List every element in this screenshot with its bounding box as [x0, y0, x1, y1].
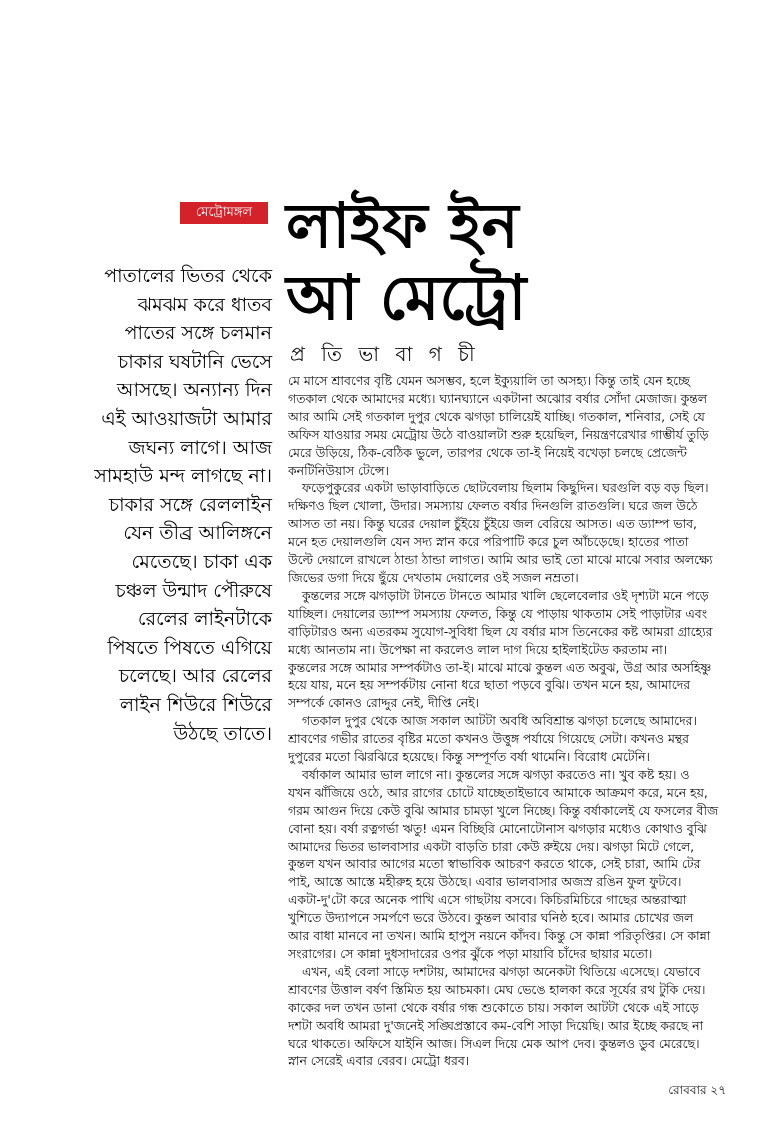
text-line: গরম আগুন দিয়ে কেউ বুঝি আমার চামড়া খুলে নিচ্ছে। কিন্তু বর্ষাকালেই যে ফসলের বীজ — [288, 802, 719, 818]
text-line: স্নান সেরেই এবার বেরব। মেট্রো ধরব। — [288, 1053, 470, 1069]
page-footer: রোববার ২৭ — [668, 1083, 726, 1097]
text-line: কুন্তলের সঙ্গে আমার সম্পর্কটাও তা-ই। মাঝে মাঝে কুন্তল এত অবুঝ, উগ্র আর অসহিষ্ণু — [288, 659, 712, 675]
headline-line-1: লাইফ ইন — [286, 189, 519, 262]
paragraph-4 — [288, 712, 758, 766]
text-line: উল্টে দেয়ালে রাখলে ঠান্ডা ঠান্ডা লাগত। আমি আর ভাই তো মাঝে মাঝে সবার অলক্ষ্যে — [288, 552, 713, 568]
pull-quote-line: আসছে। অন্যান্য দিন — [116, 379, 272, 402]
pull-quote-line: চঞ্চল উন্মাদ পৌরুষে — [115, 579, 272, 602]
pull-quote-line: যেন তীব্র আলিঙ্গনে — [123, 522, 272, 545]
text-line: মনে হত দেয়ালগুলি যেন সদ্য স্নান করে পরিপাটি করে চুল আঁচড়েছে। হাতের পাতা — [288, 534, 689, 550]
text-line: শ্রাবণের গভীর রাতের বৃষ্টির মতো কখনও উত্তুঙ্গ পর্যায়ে গিয়েছে সেটা। কখনও মন্থর — [288, 731, 689, 747]
text-line: পাই, আস্তে আস্তে মহীরুহ হয়ে উঠছে। এবার ভালবাসার অজস্র রঙিন ফুল ফুটবে। — [288, 874, 682, 890]
text-line: দশটা অবধি আমরা দু'জনেই সঙ্ঘিপ্রস্তাবে কম-বেশি সাড়া দিয়েছি। আর ইচ্ছে করছে না — [288, 1017, 704, 1033]
text-line: একটা-দু'টো করে অনেক পাখি এসে গাছটায় বসবে। কিচিরমিচিরে গাছের অন্তরাত্মা — [288, 892, 687, 908]
pull-quote-line: চলেছে। আর রেলের — [118, 665, 272, 688]
headline-line-2: আ মেট্রো — [286, 261, 527, 334]
text-line: এখন, এই বেলা সাড়ে দশটায়, আমাদের ঝগড়া অনেকটা থিতিয়ে এসেছে। যেভাবে — [302, 963, 701, 979]
text-line: বর্ষাকাল আমার ভাল লাগে না। কুন্তলের সঙ্গে ঝগড়া করতেও না। খুব কষ্ট হয়। ও — [302, 766, 690, 782]
text-line: সংরাগের। সে কান্না দুধসাদারের ওপর ঝুঁকে পড়া মায়াবি চাঁদের ছায়ার মতো। — [288, 946, 653, 961]
pull-quote-line: ঝমঝম করে ধাতব — [137, 293, 272, 316]
text-line: কাকের দল তখন ডানা থেকে বর্ষার গন্ধ শুকোতে চায়। সকাল আটটা থেকে এই সাড়ে — [288, 999, 699, 1015]
paragraph-5 — [288, 766, 758, 963]
text-line: আর আমি সেই গতকাল দুপুর থেকে ঝগড়া চালিয়েই যাচ্ছি। গতকাল, শনিবার, সেই যে — [288, 408, 705, 424]
text-line: কুন্তলের সঙ্গে ঝগড়াটা টানতে টানতে আমার খালি ছেলেবেলার ওই দৃশ্যটা মনে পড়ে — [302, 587, 709, 603]
article-body — [288, 372, 758, 1070]
text-line: ঘরে থাকতে। অফিসে যাইনি আজ। সিএল দিয়ে মেক আপ দেব। কুন্তলও ডুব মেরেছে। — [288, 1035, 700, 1051]
text-line: হয়ে যায়, মনে হয় সম্পর্কটায় নোনা ধরে ছাতা পড়বে বুঝি। তখন মনে হয়, আমাদের — [288, 677, 691, 693]
text-line: গতকাল থেকে আমাদের মধ্যে। ঘ্যানঘ্যানে একটানা অঝোর বর্ষার সোঁদা মেজাজ। কুন্তল — [288, 390, 708, 406]
text-line: শ্রাবণের উত্তাল বর্ষণ স্তিমিত হয় আচমকা। মেঘ ভেঙে হালকা করে সূর্যের রথ টুকি দেয়। — [288, 981, 706, 997]
text-line: কনটিনিউয়াস টেন্সে। — [288, 462, 389, 478]
paragraph-6 — [288, 963, 758, 1070]
text-line: মধ্যে আনতাম না। উপেক্ষা না করলেও লাল দাগ দিয়ে হাইলাইটেড করতাম না। — [288, 641, 668, 657]
text-line: সম্পর্কে কোনও রোদ্দুর নেই, দীপ্তি নেই। — [288, 695, 479, 711]
byline: প্র তি ভা বা গ চী — [290, 342, 480, 366]
pull-quote-line: সামহাউ মন্দ লাগছে না। — [94, 465, 272, 488]
paragraph-2 — [288, 479, 758, 586]
text-line: গতকাল দুপুর থেকে আজ সকাল আটটা অবধি অবিশ্রান্ত ঝগড়া চলেছে আমাদের। — [302, 713, 697, 729]
text-line: ফড়েপুকুরের একটা ভাড়াবাড়িতে ছোটবেলায় ছিলাম কিছুদিন। ঘরগুলি বড় বড় ছিল। — [302, 480, 709, 496]
paragraph-1 — [288, 372, 758, 479]
pull-quote-line: পিষতে পিষতে এগিয়ে — [107, 636, 272, 659]
pull-quote-line: উঠছে তাতে। — [173, 722, 272, 745]
paragraph-3 — [288, 587, 758, 712]
text-line: মে মাসে শ্রাবণের বৃষ্টি যেমন অসম্ভব, হলে ইক্যুয়ালি তা অসহ্য। কিন্তু তাই যেন হচ্ছে — [288, 373, 690, 388]
text-line: যাচ্ছিল। দেয়ালের ড্যাম্প সমস্যায় ফেলত, কিন্তু যে পাড়ায় থাকতাম সেই পাড়াটার এবং — [288, 605, 708, 621]
pull-quote-line: রেলের লাইনটাকে — [137, 608, 272, 631]
text-line: জিভের ডগা দিয়ে ছুঁয়ে দেখতাম দেয়ালের ওই সজল নম্রতা। — [288, 569, 579, 585]
text-line: বাড়িটারও অন্য এতরকম সুযোগ-সুবিধা ছিল যে বর্ষার মাস তিনেকের কষ্ট আমরা গ্রাহ্যের — [288, 623, 713, 639]
pull-quote — [82, 262, 272, 748]
text-line: যখন ঝাঁজিয়ে ওঠে, আর রাগের চোটে যাচ্ছেতাইভাবে আমাকে আক্রমণ করে, মনে হয়, — [288, 784, 708, 800]
text-line: বোনা হয়। বর্ষা রত্নগর্ভা ঋতু! এমন বিচ্ছিরি মোনোটোনাস ঝগড়ার মধ্যেও কোথাও বুঝি — [288, 820, 707, 836]
text-line: মেরে উড়িয়ে, ঠিক-বেঠিক ভুলে, তারপর থেকে তা-ই নিয়েই বখেড়া চলছে প্রেজেন্ট — [288, 444, 687, 460]
pull-quote-line: পাতালের ভিতর থেকে — [104, 265, 272, 287]
text-line: দুপুরের মতো ঝিরঝিরে হয়েছে। কিন্তু সম্পূর্ণত বর্ষা থামেনি। বিরোধ মেটেনি। — [288, 749, 650, 765]
text-line: কুন্তল যখন আবার আগের মতো স্বাভাবিক আচরণ করতে থাকে, সেই চারা, আমি টের — [288, 856, 701, 872]
text-line: খুশিতে উদ্যাপনে সমর্পণে ভরে উঠবে। কুন্তল আবার ঘনিষ্ঠ হবে। আমার চোখের জল — [288, 910, 694, 926]
pull-quote-line: লাইন শিউরে শিউরে — [119, 693, 272, 716]
text-line: আসত তা নয়। কিন্তু ঘরের দেয়াল চুঁইয়ে চুঁইয়ে জল বেরিয়ে আসত। এত ড্যাম্প ভাব, — [288, 516, 697, 532]
text-line: আর বাধা মানবে না তখন। আমি হাপুস নয়নে কাঁদব। কিন্তু সে কান্না পরিতৃপ্তির। সে কান্না — [288, 928, 711, 944]
text-line: আমাদের ভিতর ভালবাসার একটা বাড়তি চারা কেউ রুইয়ে দেয়। ঝগড়া মিটে গেলে, — [288, 838, 695, 854]
pull-quote-line: জঘন্য লাগে। আজ — [128, 436, 272, 459]
pull-quote-line: চাকার ঘষটানি ভেসে — [118, 350, 272, 373]
text-line: দক্ষিণও ছিল খোলা, উদার। সমস্যায় ফেলত বর্ষার দিনগুলি রাতগুলি। ঘরে জল উঠে — [288, 498, 698, 514]
pull-quote-line: চাকার সঙ্গে রেললাইন — [108, 493, 272, 516]
pull-quote-line: মেতেছে। চাকা এক — [131, 550, 272, 573]
pull-quote-line: এই আওয়াজটা আমার — [101, 407, 272, 430]
section-tag: মেট্রোমঙ্গল — [180, 202, 268, 224]
text-line: অফিস যাওয়ার সময় মেট্রোয় উঠে বাওয়ালটা শুরু হয়েছিল, নিয়ন্ত্রণরেখার গাম্ভীর্য তুড়ি — [288, 426, 709, 442]
pull-quote-line: পাতের সঙ্গে চলমান — [124, 322, 272, 345]
